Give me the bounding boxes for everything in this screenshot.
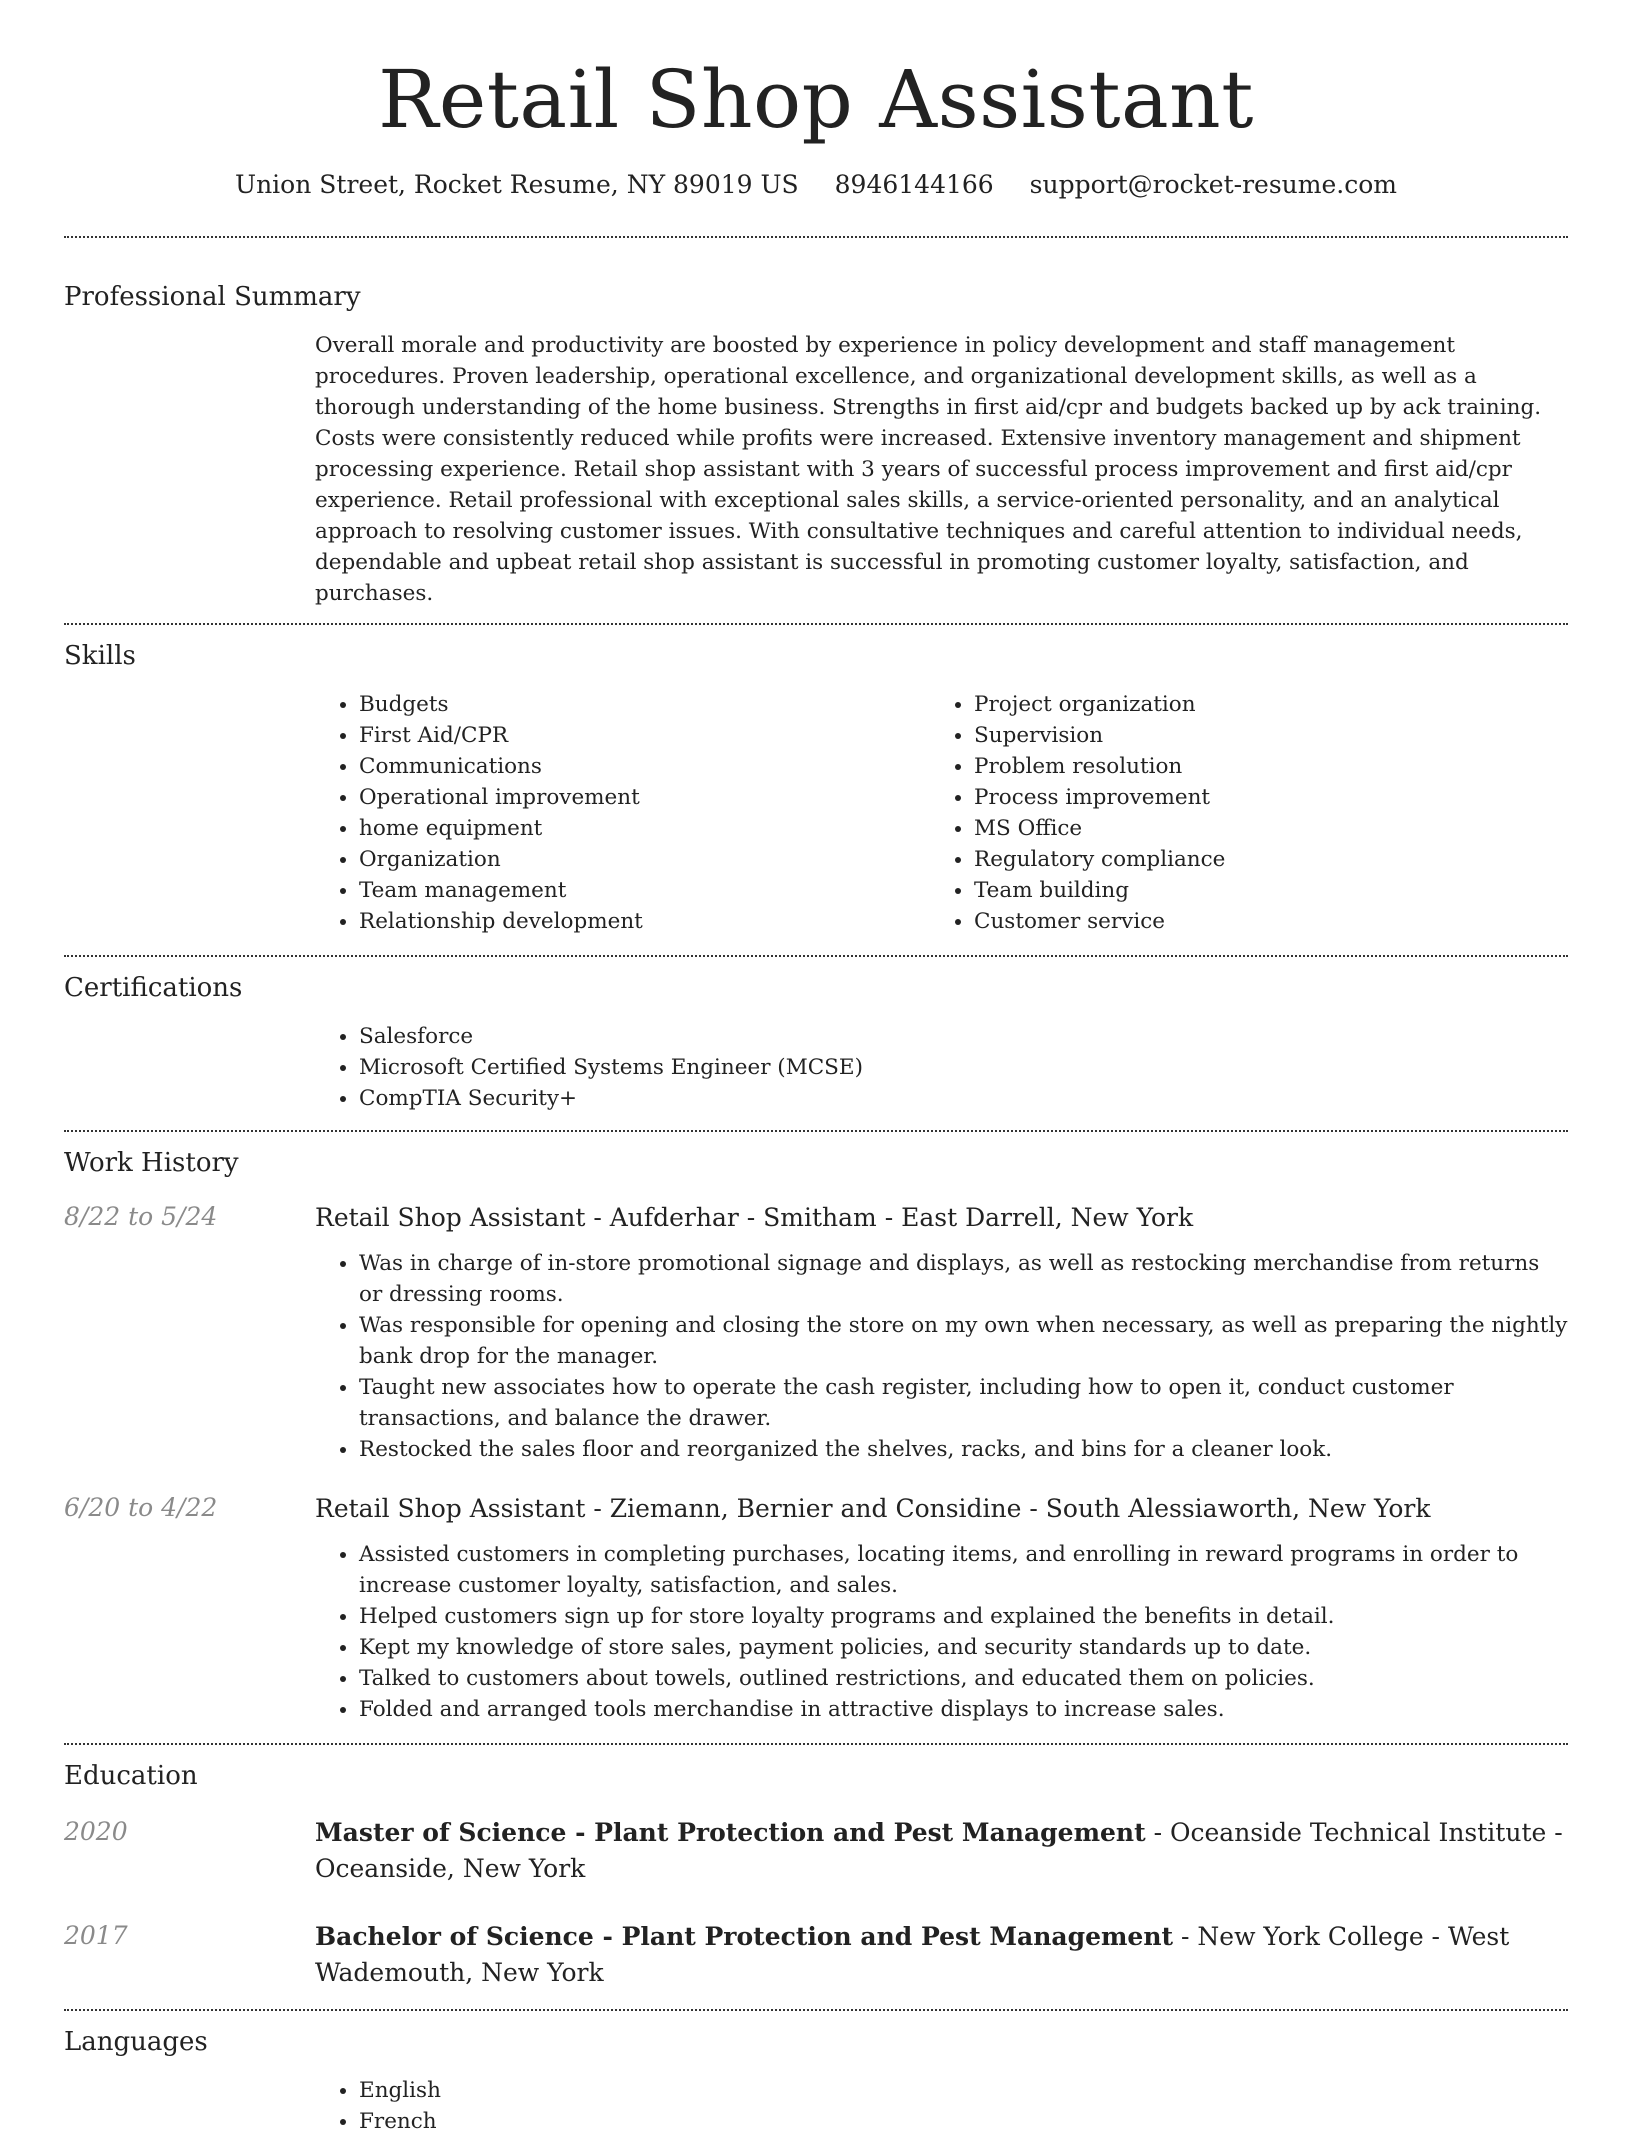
certification-item: • Salesforce xyxy=(359,1021,1568,1052)
skill-item: • home equipment xyxy=(359,813,930,844)
job-bullets xyxy=(315,1248,1568,1465)
contact-phone: 8946144166 xyxy=(834,170,994,199)
contact-email: support@rocket-resume.com xyxy=(1029,170,1397,199)
education-entry xyxy=(64,1919,1568,1991)
skill-item: • Operational improvement xyxy=(359,782,930,813)
job-bullet: • Taught new associates how to operate the cash register, including how to open it, conduct customer transactions, and balance the drawer. xyxy=(359,1372,1568,1434)
work-history-heading: Work History xyxy=(64,1148,239,1178)
job-bullets xyxy=(315,1539,1568,1725)
skill-item: • Problem resolution xyxy=(974,751,1545,782)
skill-item: • Team management xyxy=(359,875,930,906)
job-title: Retail Shop Assistant xyxy=(315,1494,586,1523)
language-item: • English xyxy=(359,2075,1568,2106)
skill-item: • Regulatory compliance xyxy=(974,844,1545,875)
contact-line xyxy=(64,168,1568,202)
job-title-line: Retail Shop Assistant - Ziemann, Bernier and Considine - South Alessiaworth, New York xyxy=(315,1494,1431,1523)
job-content xyxy=(315,1491,1568,1725)
education-year: 2017 xyxy=(64,1921,128,1950)
job-title: Retail Shop Assistant xyxy=(315,1203,586,1232)
resume-name: Retail Shop Assistant xyxy=(378,53,1254,146)
summary-text: Overall morale and productivity are boosted by experience in policy development and staff management procedures. Proven leadership, operational excellence, and organizational development skills, as well as a thorough understanding of the home business. Strengths in first aid/cpr and budgets backed up by ack training. Costs were consistently reduced while profits were increased. Extensive inventory management and shipment processing experience. Retail shop assistant with 3 years of successful process improvement and first aid/cpr experience. Retail professional with exceptional sales skills, a service-oriented personality, and an analytical approach to resolving customer issues. With consultative techniques and careful attention to individual needs, dependable and upbeat retail shop assistant is successful in promoting customer loyalty, satisfaction, and purchases. xyxy=(315,333,1542,606)
certifications-list xyxy=(315,1021,1568,1114)
certifications-heading: Certifications xyxy=(64,973,243,1003)
skill-item: • MS Office xyxy=(974,813,1545,844)
job-entry xyxy=(64,1491,1568,1725)
education-school: Oceanside Technical Institute - Oceanside, New York xyxy=(315,1818,1563,1883)
section-divider xyxy=(64,1743,1568,1745)
education-title-line: Master of Science - Plant Protection and Pest Management - Oceanside Technical Institute - Oceanside, New York xyxy=(315,1818,1563,1883)
section-divider xyxy=(64,623,1568,625)
job-bullet: • Was in charge of in-store promotional signage and displays, as well as restocking merchandise from returns or dressing rooms. xyxy=(359,1248,1568,1310)
language-item: • French xyxy=(359,2106,1568,2137)
skills-column-left xyxy=(315,689,930,937)
section-divider xyxy=(64,1130,1568,1132)
certification-item: • Microsoft Certified Systems Engineer (MCSE) xyxy=(359,1052,1568,1083)
contact-address: Union Street, Rocket Resume, NY 89019 US xyxy=(235,170,799,199)
education-degree: Master of Science - Plant Protection and Pest Management xyxy=(315,1818,1146,1847)
job-dates: 8/22 to 5/24 xyxy=(64,1202,218,1231)
section-divider xyxy=(64,236,1568,238)
skill-item: • Supervision xyxy=(974,720,1545,751)
education-school: New York College - West Wademouth, New York xyxy=(315,1922,1510,1987)
section-divider xyxy=(64,2009,1568,2011)
education-year: 2020 xyxy=(64,1817,128,1846)
skill-item: • Organization xyxy=(359,844,930,875)
job-content xyxy=(315,1200,1568,1465)
job-entry xyxy=(64,1200,1568,1465)
education-content xyxy=(315,1815,1568,1887)
job-bullet: • Folded and arranged tools merchandise in attractive displays to increase sales. xyxy=(359,1694,1568,1725)
job-bullet: • Was responsible for opening and closing the store on my own when necessary, as well as preparing the nightly bank drop for the manager. xyxy=(359,1310,1568,1372)
skill-item: • Project organization xyxy=(974,689,1545,720)
education-title-line: Bachelor of Science - Plant Protection and Pest Management - New York College - West Wademouth, New York xyxy=(315,1922,1510,1987)
resume-page xyxy=(64,0,1568,2137)
job-title-line: Retail Shop Assistant - Aufderhar - Smitham - East Darrell, New York xyxy=(315,1203,1194,1232)
education-entry xyxy=(64,1815,1568,1887)
section-divider xyxy=(64,955,1568,957)
education-heading: Education xyxy=(64,1761,198,1791)
education-content xyxy=(315,1919,1568,1991)
skill-item: • Customer service xyxy=(974,906,1545,937)
job-bullet: • Assisted customers in completing purchases, locating items, and enrolling in reward programs in order to increase customer loyalty, satisfaction, and sales. xyxy=(359,1539,1568,1601)
skill-item: • Budgets xyxy=(359,689,930,720)
skill-item: • Relationship development xyxy=(359,906,930,937)
summary-heading: Professional Summary xyxy=(64,282,361,312)
languages-heading: Languages xyxy=(64,2027,208,2057)
skill-item: • Communications xyxy=(359,751,930,782)
job-bullet: • Helped customers sign up for store loyalty programs and explained the benefits in detail. xyxy=(359,1601,1568,1632)
languages-list xyxy=(315,2075,1568,2137)
skills-heading: Skills xyxy=(64,641,136,671)
education-degree: Bachelor of Science - Plant Protection and Pest Management xyxy=(315,1922,1174,1951)
certification-item: • CompTIA Security+ xyxy=(359,1083,1568,1114)
job-bullet: • Talked to customers about towels, outlined restrictions, and educated them on policies. xyxy=(359,1663,1568,1694)
job-company: Ziemann, Bernier and Considine - South Alessiaworth, New York xyxy=(609,1494,1431,1523)
job-company: Aufderhar - Smitham - East Darrell, New York xyxy=(609,1203,1194,1232)
skills-column-right xyxy=(930,689,1545,937)
job-bullet: • Restocked the sales floor and reorganized the shelves, racks, and bins for a cleaner look. xyxy=(359,1434,1568,1465)
skills-list xyxy=(315,689,1568,937)
skill-item: • First Aid/CPR xyxy=(359,720,930,751)
skill-item: • Team building xyxy=(974,875,1545,906)
skill-item: • Process improvement xyxy=(974,782,1545,813)
job-bullet: • Kept my knowledge of store sales, payment policies, and security standards up to date. xyxy=(359,1632,1568,1663)
job-dates: 6/20 to 4/22 xyxy=(64,1493,218,1522)
